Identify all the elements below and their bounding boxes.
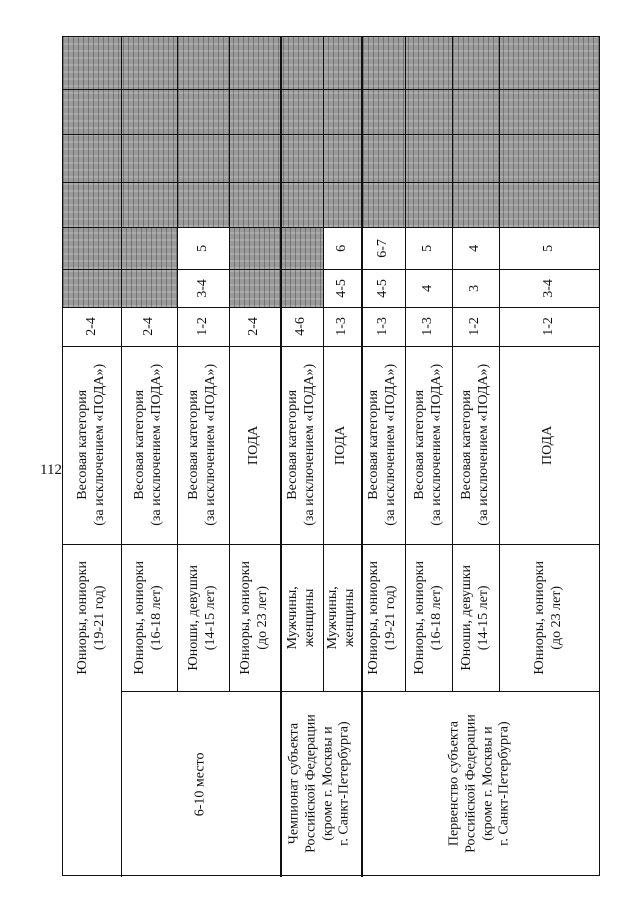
place-range-1 [177, 307, 229, 346]
competition-name [280, 691, 361, 877]
age-group-line: (19-21 год) [383, 585, 398, 650]
place-range-2-text [467, 284, 484, 291]
weight-category-line: Весовая категория [132, 390, 148, 500]
weight-category-text [334, 425, 351, 464]
age-group-text [366, 561, 400, 675]
competition-name [121, 691, 280, 877]
competition-name-line: г. Санкт-Петербурга) [496, 721, 512, 847]
competition-name-line: Чемпионат субъекта [286, 723, 302, 845]
weight-category-line: (за исключением «ПОДА») [428, 364, 444, 526]
place-range-2-text [375, 279, 392, 298]
place-range-1 [499, 307, 599, 346]
place-range-3-line: 5 [540, 244, 556, 252]
place-range-1-text [195, 317, 212, 336]
competition-name-text [287, 715, 354, 854]
place-range-1-text [375, 317, 392, 336]
place-range-2 [177, 269, 229, 307]
place-range-1 [280, 307, 323, 346]
weight-category [229, 346, 280, 544]
weight-category-line: (за исключением «ПОДА») [203, 364, 219, 526]
place-range-2 [452, 269, 499, 307]
age-group [323, 544, 361, 691]
place-range-1 [229, 307, 280, 346]
weight-category [177, 346, 229, 544]
age-group-text [285, 586, 319, 649]
age-group-text [325, 586, 359, 649]
competition-name-text [446, 715, 513, 854]
weight-category-line: (за исключением «ПОДА») [149, 364, 165, 526]
place-range-2 [405, 269, 452, 307]
shaded-cell [229, 227, 280, 269]
place-range-2-line: 3-4 [540, 278, 556, 298]
place-range-3-text [467, 244, 484, 251]
age-group-line: Юниоры, юниорки [532, 560, 548, 675]
age-group-line: (19-21 год) [92, 585, 107, 650]
age-group-line: Юниоры, юниорки [75, 560, 91, 675]
weight-category-line: Весовая категория [186, 390, 202, 500]
shaded-cell [229, 269, 280, 307]
place-range-3 [499, 227, 599, 269]
place-range-1-text [334, 317, 351, 336]
competition-name-line: 6-10 место [192, 752, 208, 816]
place-range-1 [121, 307, 177, 346]
age-group-line: (16-18 лет) [428, 585, 444, 650]
competition-name-line: Российской Федерации [303, 714, 319, 854]
weight-category-line: ПОДА [540, 425, 556, 465]
age-group-line: (14-15 лет) [203, 585, 219, 650]
age-group [452, 544, 499, 691]
place-range-1-line: 1-2 [540, 317, 556, 336]
age-group-line: Юниоры, юниорки [366, 560, 382, 675]
place-range-3-line: 4 [467, 244, 483, 252]
weight-category-text [285, 364, 319, 526]
place-range-2-text [541, 279, 558, 298]
shaded-cell [63, 37, 599, 227]
competition-name-line: (кроме г. Москвы и [480, 726, 495, 842]
place-range-2-line: 3 [467, 284, 483, 292]
place-range-1-text [541, 317, 558, 336]
competition-name-text [192, 752, 209, 816]
place-range-2-text [420, 284, 437, 291]
place-range-1-line: 2-4 [83, 317, 99, 336]
place-range-3-text [420, 244, 437, 251]
age-group-line: женщины [342, 588, 358, 647]
weight-category [121, 346, 177, 544]
place-range-1-text [84, 317, 101, 336]
age-group [177, 544, 229, 691]
age-group-line: (14-15 лет) [475, 585, 491, 650]
age-group [63, 544, 121, 691]
weight-category-line: Весовая категория [411, 390, 427, 500]
age-group [280, 544, 323, 691]
weight-category-text [75, 364, 109, 526]
place-range-3-line: 5 [194, 244, 210, 252]
competition-name-line: Российской Федерации [463, 714, 479, 854]
rank-table [62, 36, 600, 876]
place-range-3 [361, 227, 405, 269]
place-range-1-line: 1-3 [374, 317, 390, 336]
weight-category-text [412, 364, 446, 526]
place-range-1 [405, 307, 452, 346]
age-group-line: (до 23 лет) [254, 585, 270, 650]
weight-category-line: (за исключением «ПОДА») [475, 364, 491, 526]
place-range-1 [63, 307, 121, 346]
age-group-text [186, 565, 220, 671]
place-range-3-text [541, 244, 558, 251]
rule [63, 89, 599, 90]
weight-category-text [132, 364, 166, 526]
age-group-line: (16-18 лет) [149, 585, 164, 650]
weight-category-line: ПОДА [333, 425, 349, 465]
place-range-3-text [375, 239, 392, 258]
age-group-text [459, 565, 493, 671]
place-range-1-text [420, 317, 437, 336]
age-group-text [75, 561, 109, 675]
weight-category [323, 346, 361, 544]
age-group-line: Юниоры, юниорки [132, 560, 148, 675]
place-range-1 [452, 307, 499, 346]
weight-category [499, 346, 599, 544]
place-range-1-text [467, 317, 484, 336]
competition-name-line: Первенство субъекта [446, 721, 462, 847]
page-number: 112 [40, 462, 62, 478]
weight-category [361, 346, 405, 544]
age-group [361, 544, 405, 691]
place-range-1-line: 1-3 [333, 317, 349, 336]
rule [63, 182, 599, 183]
place-range-1 [323, 307, 361, 346]
weight-category-text [541, 425, 558, 464]
age-group-line: Юниоры, юниорки [411, 560, 427, 675]
shaded-cell [280, 269, 323, 307]
weight-category-line: Весовая категория [366, 390, 382, 500]
age-group [121, 544, 177, 691]
place-range-3-line: 6 [333, 244, 349, 252]
competition-name-line: г. Санкт-Петербурга) [337, 721, 353, 847]
weight-category-line: (за исключением «ПОДА») [92, 364, 108, 526]
age-group-text [412, 561, 446, 675]
age-group-line: женщины [301, 588, 317, 647]
place-range-3-text [334, 244, 351, 251]
age-group-line: Мужчины, [325, 585, 341, 650]
weight-category-line: Весовая категория [75, 390, 91, 500]
rule [63, 134, 599, 135]
place-range-1-line: 2-4 [140, 317, 156, 336]
place-range-2 [499, 269, 599, 307]
weight-category-line: (за исключением «ПОДА») [383, 364, 399, 526]
age-group-text [532, 561, 566, 675]
weight-category [452, 346, 499, 544]
age-group-line: Юноши, девушки [186, 564, 202, 671]
place-range-2-line: 3-4 [194, 278, 210, 298]
place-range-2-line: 4-5 [374, 278, 390, 298]
weight-category-text [186, 364, 220, 526]
place-range-3 [452, 227, 499, 269]
age-group-line: Юноши, девушки [458, 564, 474, 671]
age-group-line: Мужчины, [284, 585, 300, 650]
weight-category-text [459, 364, 493, 526]
shaded-cell [280, 227, 323, 269]
place-range-1-line: 1-3 [420, 317, 436, 336]
age-group [405, 544, 452, 691]
place-range-2-text [195, 279, 212, 298]
weight-category-text [246, 425, 263, 464]
weight-category-line: Весовая категория [458, 390, 474, 500]
place-range-1-text [141, 317, 158, 336]
weight-category-text [366, 364, 400, 526]
age-group [499, 544, 599, 691]
age-group-text [132, 561, 166, 675]
weight-category-line: Весовая категория [284, 390, 300, 500]
age-group [229, 544, 280, 691]
place-range-2-line: 4-5 [333, 278, 349, 298]
place-range-1 [361, 307, 405, 346]
age-group-text [238, 561, 272, 675]
age-group-line: Юниоры, юниорки [237, 560, 253, 675]
place-range-3-text [195, 244, 212, 251]
age-group-line: (до 23 лет) [549, 585, 564, 650]
place-range-1-text [246, 317, 263, 336]
place-range-3-line: 5 [420, 244, 436, 252]
place-range-3 [177, 227, 229, 269]
weight-category [280, 346, 323, 544]
place-range-1-line: 1-2 [467, 317, 483, 336]
shaded-cell [121, 269, 177, 307]
place-range-3 [405, 227, 452, 269]
place-range-1-text [293, 317, 310, 336]
place-range-1-line: 1-2 [194, 317, 210, 336]
competition-name-line: (кроме г. Москвы и [320, 726, 336, 842]
shaded-cell [63, 269, 121, 307]
competition-name [361, 691, 599, 877]
place-range-2-text [334, 279, 351, 298]
place-range-2 [361, 269, 405, 307]
shaded-cell [121, 227, 177, 269]
place-range-3-line: 6-7 [374, 238, 390, 258]
weight-category-line: (за исключением «ПОДА») [301, 364, 317, 526]
place-range-3 [323, 227, 361, 269]
place-range-1-line: 2-4 [246, 317, 262, 336]
place-range-1-line: 4-6 [293, 317, 309, 336]
weight-category [63, 346, 121, 544]
weight-category [405, 346, 452, 544]
weight-category-line: ПОДА [246, 425, 262, 465]
place-range-2 [323, 269, 361, 307]
shaded-cell [63, 227, 121, 269]
place-range-2-line: 4 [420, 284, 436, 292]
